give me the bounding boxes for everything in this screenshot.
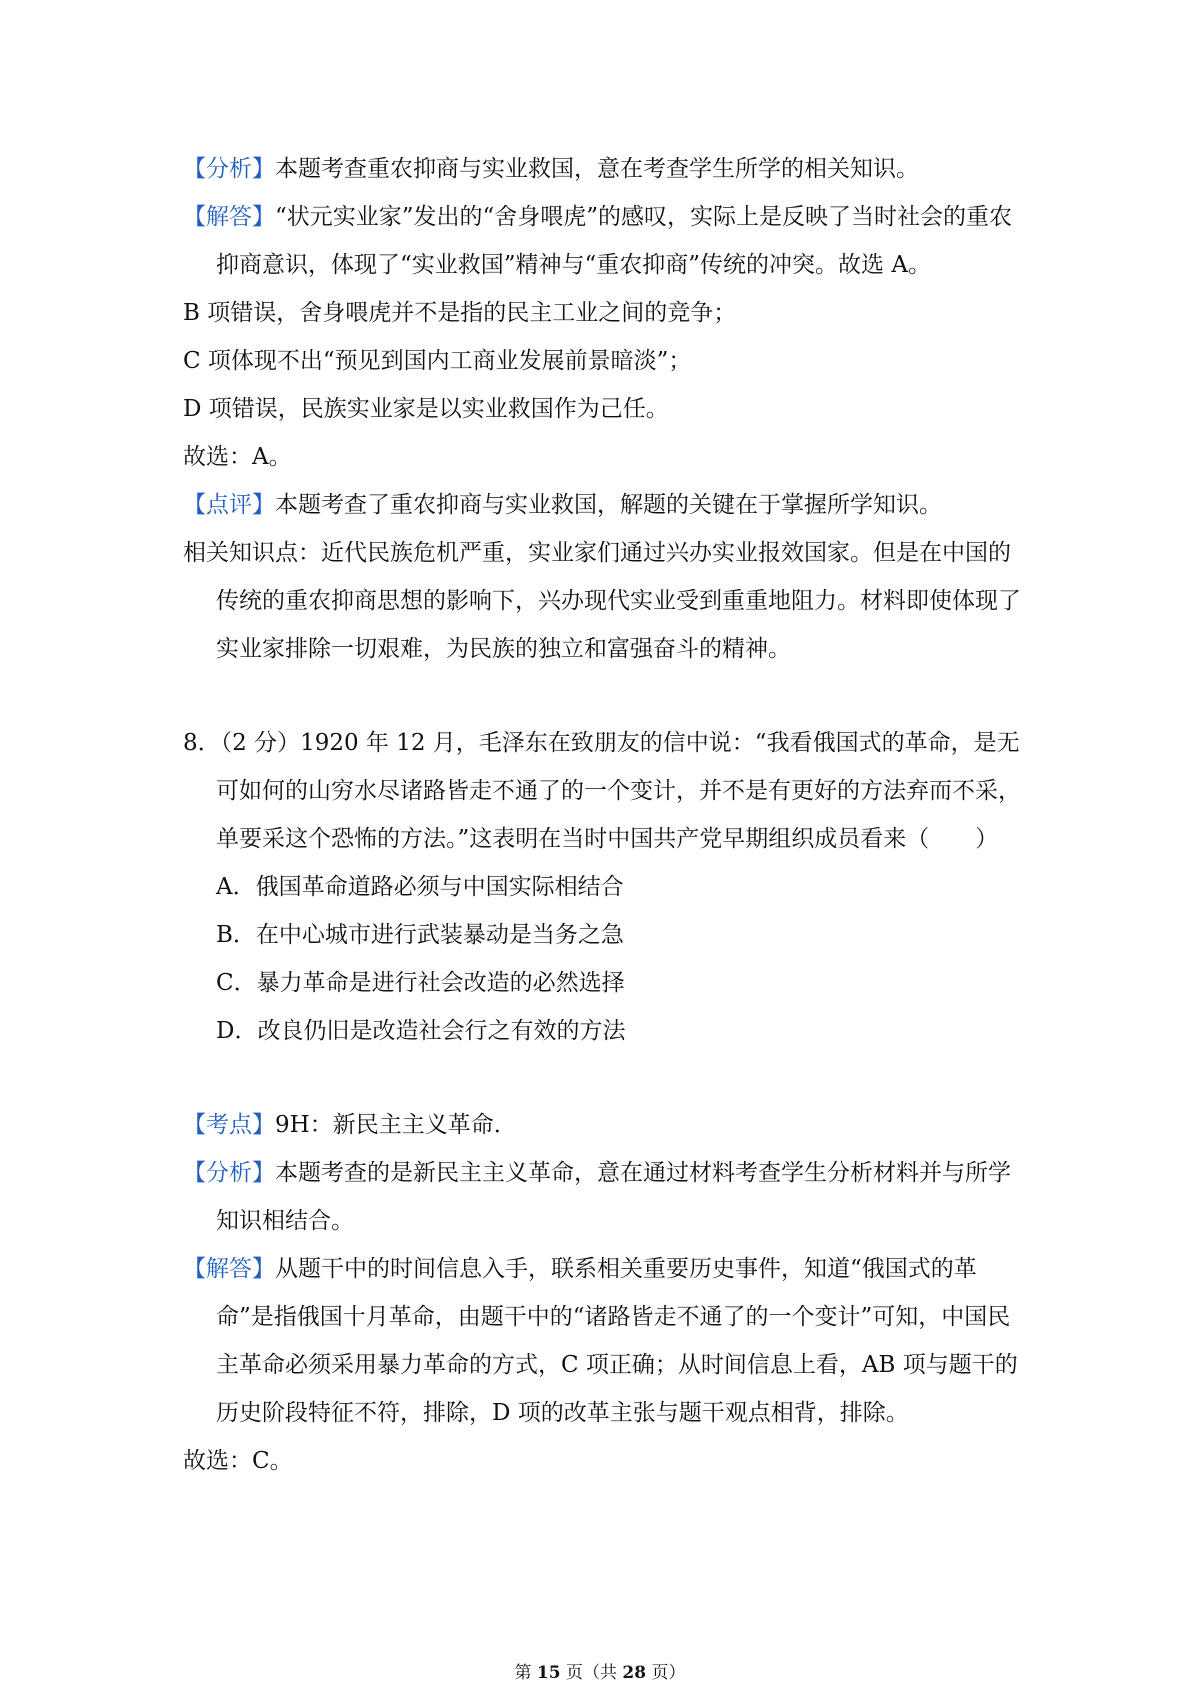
- final-choice: 故选：A。: [183, 444, 292, 470]
- review-paragraph: [183, 481, 1033, 529]
- review-text: 本题考查了重农抑商与实业救国，解题的关键在于掌握所学知识。: [275, 492, 942, 518]
- option-c: C．暴力革命是进行社会改造的必然选择: [216, 970, 625, 996]
- analysis-tag: 【分析】: [183, 156, 275, 182]
- analysis-text-2: 本题考查的是新民主主义革命，意在通过材料考查学生分析材料并与所学知识相结合。: [216, 1160, 1011, 1234]
- final-choice-2: 故选：C。: [183, 1448, 293, 1474]
- analysis-tag-2: 【分析】: [183, 1160, 275, 1186]
- knowledge-paragraph: 相关知识点：近代民族危机严重，实业家们通过兴办实业报效国家。但是在中国的传统的重农抑商思想的影响下，兴办现代实业受到重重地阻力。材料即使体现了实业家排除一切艰难，为民族的独立和富强奋斗的精神。: [183, 540, 1021, 662]
- footer-suffix: 页）: [651, 1663, 686, 1683]
- option-d: D．改良仍旧是改造社会行之有效的方法: [216, 1018, 626, 1044]
- point-tag: 【考点】: [183, 1112, 275, 1138]
- review-tag: 【点评】: [183, 492, 275, 518]
- option-c-explanation: C 项体现不出“预见到国内工商业发展前景暗淡”；: [183, 348, 692, 374]
- footer-prefix: 第: [514, 1663, 532, 1683]
- answer-tag: 【解答】: [183, 204, 275, 230]
- section-gap: [183, 1055, 1033, 1101]
- option-a: A．俄国革命道路必须与中国实际相结合: [216, 874, 624, 900]
- answer-tag-2: 【解答】: [183, 1256, 275, 1282]
- answer-text: “状元实业家”发出的“舍身喂虎”的感叹，实际上是反映了当时社会的重农抑商意识，体现了“实业救国”精神与“重农抑商”传统的冲突。故选 A。: [216, 204, 1013, 278]
- option-d-explanation: D 项错误，民族实业家是以实业救国作为己任。: [183, 396, 669, 422]
- question-stem: 8．（2 分）1920 年 12 月，毛泽东在致朋友的信中说：“我看俄国式的革命，是无可如何的山穷水尽诸路皆走不通了的一个变计，并不是有更好的方法弃而不采，单要采这个恐怖的方法。”这表明在当时中国共产党早期组织成员看来（ ）: [183, 730, 1021, 852]
- footer-middle: 页（共: [566, 1663, 617, 1683]
- analysis-paragraph: [183, 145, 1033, 193]
- point-text: 9H：新民主主义革命．: [275, 1112, 517, 1138]
- analysis-paragraph-2: [183, 1149, 1033, 1245]
- answer-paragraph: [183, 193, 1033, 289]
- option-b-explanation: B 项错误，舍身喂虎并不是指的民主工业之间的竞争；: [183, 300, 737, 326]
- page-footer: [0, 1658, 1200, 1683]
- page-content: [183, 145, 1033, 1485]
- option-b: B．在中心城市进行武装暴动是当务之急: [216, 922, 624, 948]
- footer-total-pages: 28: [622, 1663, 647, 1683]
- analysis-text: 本题考查重农抑商与实业救国，意在考查学生所学的相关知识。: [275, 156, 919, 182]
- point-paragraph: [183, 1101, 1033, 1149]
- answer-paragraph-2: [183, 1245, 1033, 1437]
- answer-text-2: 从题干中的时间信息入手，联系相关重要历史事件，知道“俄国式的革命”是指俄国十月革命，由题干中的“诸路皆走不通了的一个变计”可知，中国民主革命必须采用暴力革命的方式，C 项正确；从时间信息上看，AB 项与题干的历史阶段特征不符，排除，D 项的改革主张与题干观点相背，排除。: [216, 1256, 1018, 1426]
- footer-page-number: 15: [536, 1663, 561, 1683]
- question-8: [183, 719, 1033, 1055]
